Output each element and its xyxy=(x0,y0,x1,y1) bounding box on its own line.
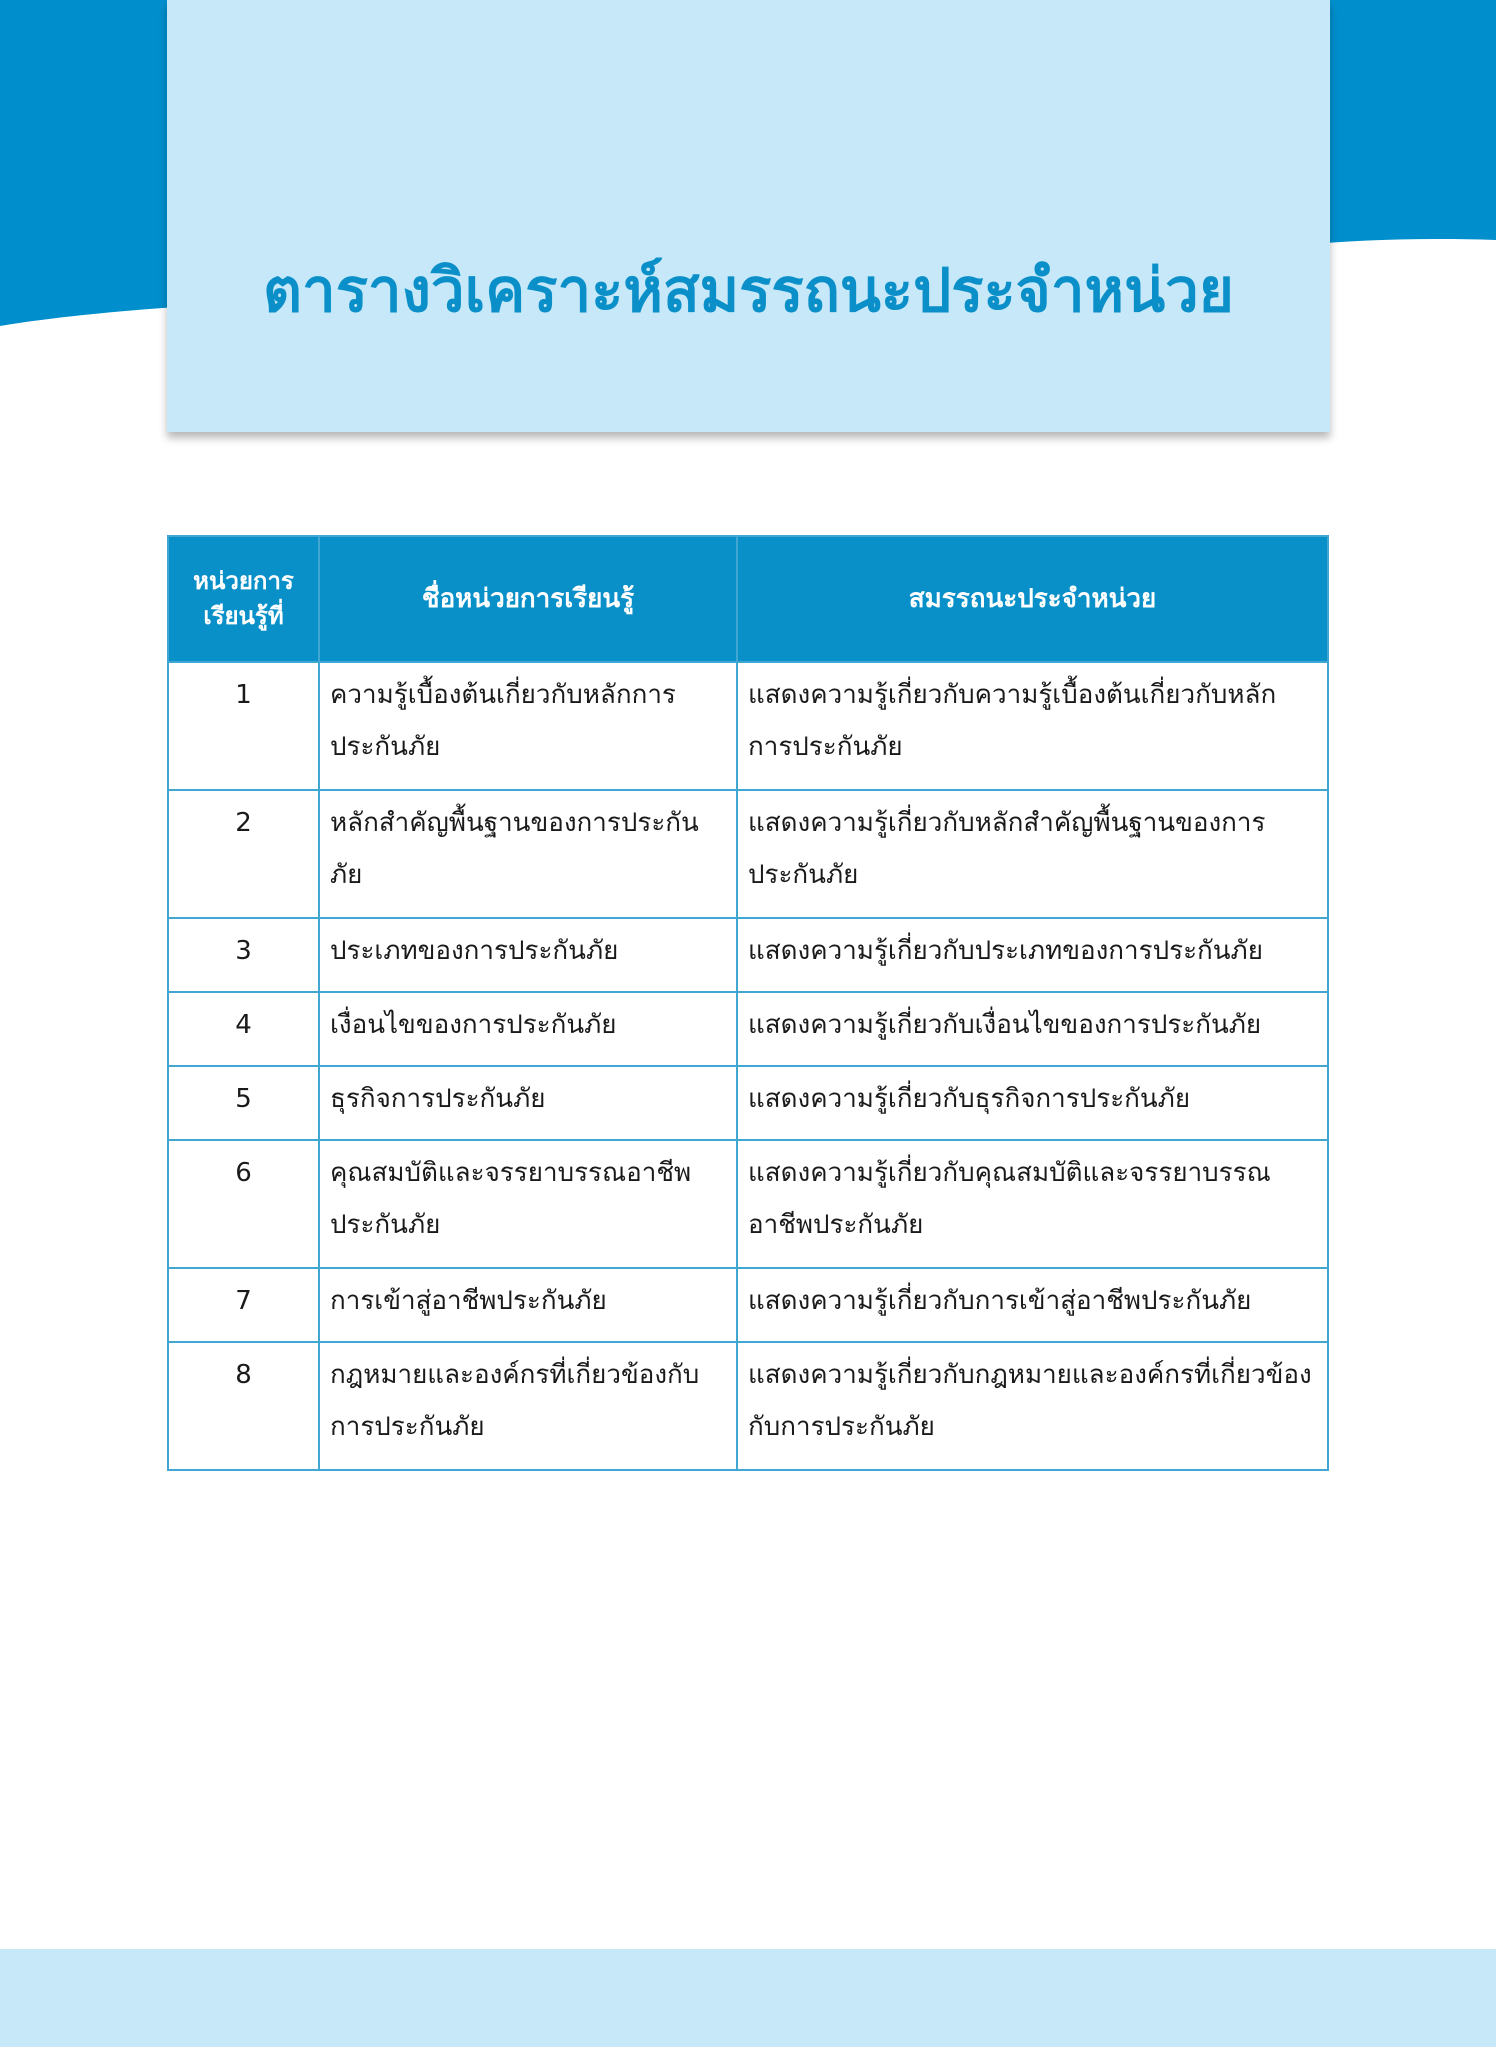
unit-name-cell: เงื่อนไขของการประกันภัย xyxy=(319,992,737,1066)
table-row xyxy=(168,790,1328,918)
unit-name-cell: ธุรกิจการประกันภัย xyxy=(319,1066,737,1140)
competency-cell: แสดงความรู้เกี่ยวกับความรู้เบื้องต้นเกี่ยวกับหลักการประกันภัย xyxy=(737,662,1328,790)
unit-name-cell: คุณสมบัติและจรรยาบรรณอาชีพประกันภัย xyxy=(319,1140,737,1268)
header-unit-name: ชื่อหน่วยการเรียนรู้ xyxy=(319,536,737,662)
unit-number-cell: 1 xyxy=(168,662,319,790)
competency-cell: แสดงความรู้เกี่ยวกับการเข้าสู่อาชีพประกันภัย xyxy=(737,1268,1328,1342)
competency-cell: แสดงความรู้เกี่ยวกับเงื่อนไขของการประกันภัย xyxy=(737,992,1328,1066)
footer-band xyxy=(0,1949,1496,2047)
competency-cell: แสดงความรู้เกี่ยวกับประเภทของการประกันภัย xyxy=(737,918,1328,992)
table-row xyxy=(168,662,1328,790)
unit-number-cell: 3 xyxy=(168,918,319,992)
unit-number-cell: 8 xyxy=(168,1342,319,1470)
header-competency: สมรรถนะประจำหน่วย xyxy=(737,536,1328,662)
unit-name-cell: ประเภทของการประกันภัย xyxy=(319,918,737,992)
table-row xyxy=(168,1342,1328,1470)
title-panel xyxy=(167,0,1330,432)
table-row xyxy=(168,918,1328,992)
unit-name-cell: ความรู้เบื้องต้นเกี่ยวกับหลักการประกันภัย xyxy=(319,662,737,790)
unit-number-cell: 7 xyxy=(168,1268,319,1342)
unit-number-cell: 4 xyxy=(168,992,319,1066)
competency-cell: แสดงความรู้เกี่ยวกับกฎหมายและองค์กรที่เกี่ยวข้องกับการประกันภัย xyxy=(737,1342,1328,1470)
unit-name-cell: การเข้าสู่อาชีพประกันภัย xyxy=(319,1268,737,1342)
table-row xyxy=(168,992,1328,1066)
unit-name-cell: กฎหมายและองค์กรที่เกี่ยวข้องกับการประกันภัย xyxy=(319,1342,737,1470)
unit-number-cell: 2 xyxy=(168,790,319,918)
competency-cell: แสดงความรู้เกี่ยวกับคุณสมบัติและจรรยาบรรณอาชีพประกันภัย xyxy=(737,1140,1328,1268)
table-row xyxy=(168,1268,1328,1342)
unit-number-cell: 6 xyxy=(168,1140,319,1268)
table-row xyxy=(168,1066,1328,1140)
table-row xyxy=(168,1140,1328,1268)
unit-name-cell: หลักสำคัญพื้นฐานของการประกันภัย xyxy=(319,790,737,918)
table-header-row xyxy=(168,536,1328,662)
competency-cell: แสดงความรู้เกี่ยวกับหลักสำคัญพื้นฐานของการประกันภัย xyxy=(737,790,1328,918)
page-title: ตารางวิเคราะห์สมรรถนะประจำหน่วย xyxy=(263,256,1234,326)
competency-cell: แสดงความรู้เกี่ยวกับธุรกิจการประกันภัย xyxy=(737,1066,1328,1140)
header-unit-number: หน่วยการเรียนรู้ที่ xyxy=(168,536,319,662)
unit-number-cell: 5 xyxy=(168,1066,319,1140)
competency-table xyxy=(167,535,1329,1471)
